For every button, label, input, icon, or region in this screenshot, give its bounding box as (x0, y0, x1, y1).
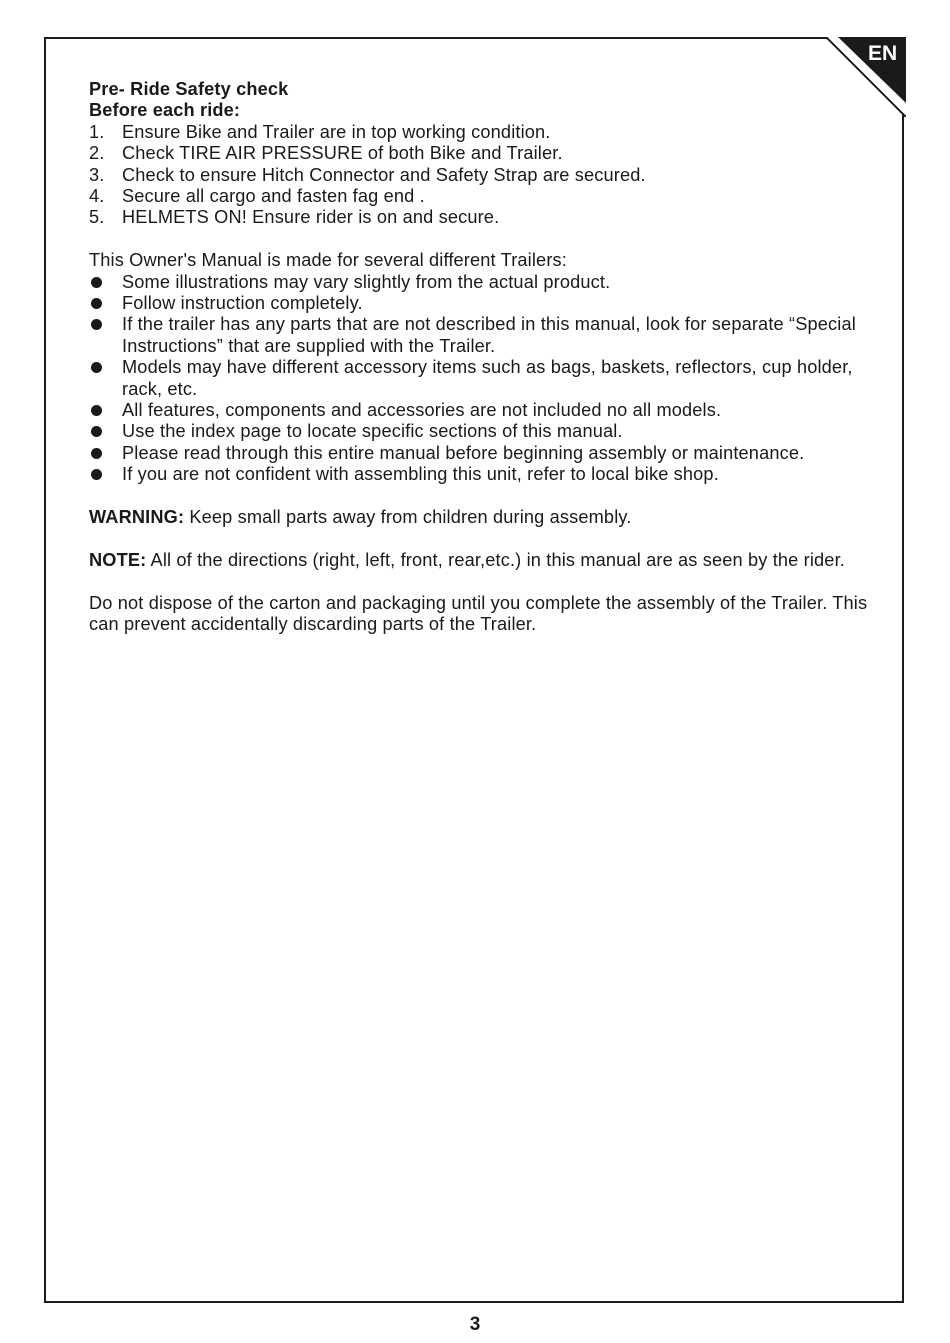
note-paragraph (89, 550, 869, 571)
safety-steps-list (89, 122, 869, 229)
list-item: Follow instruction completely. (89, 293, 869, 314)
list-item: All features, components and accessories are not included no all models. (89, 400, 869, 421)
page-number: 3 (469, 1314, 481, 1335)
note-label: NOTE: (89, 549, 147, 570)
bullet-icon (91, 298, 102, 309)
list-item: Some illustrations may vary slightly from the actual product. (89, 272, 869, 293)
list-item: 2. Check TIRE AIR PRESSURE of both Bike and Trailer. (89, 143, 563, 164)
bullet-icon (91, 448, 102, 459)
packaging-notice: Do not dispose of the carton and packaging until you complete the assembly of the Trailer. This can prevent accidentally discarding parts of the Trailer. (89, 592, 868, 635)
list-item: 1. Ensure Bike and Trailer are in top working condition. (89, 121, 551, 142)
bullet-icon (91, 469, 102, 480)
bullet-icon (91, 277, 102, 288)
safety-title: Pre- Ride Safety check (89, 79, 289, 99)
safety-subtitle: Before each ride: (89, 100, 241, 121)
manual-intro: This Owner's Manual is made for several different Trailers: (89, 250, 567, 271)
list-item: If you are not confident with assembling this unit, refer to local bike shop. (89, 464, 869, 485)
list-item: 5. HELMETS ON! Ensure rider is on and secure. (89, 207, 500, 228)
list-item: 3. Check to ensure Hitch Connector and Safety Strap are secured. (89, 164, 646, 185)
list-item: Please read through this entire manual before beginning assembly or maintenance. (89, 443, 869, 464)
bullet-icon (91, 426, 102, 437)
list-item: Models may have different accessory items such as bags, baskets, reflectors, cup holder, rack, etc. (89, 357, 869, 400)
bullet-icon (91, 405, 102, 416)
document-body (89, 79, 869, 636)
note-text: All of the directions (right, left, front, rear,etc.) in this manual are as seen by the rider. (146, 549, 845, 570)
language-label: EN (868, 42, 898, 65)
manual-notes-list (89, 272, 869, 486)
warning-label: WARNING: (89, 507, 185, 528)
bullet-icon (91, 319, 102, 330)
warning-text: Keep small parts away from children during assembly. (184, 507, 632, 528)
list-item: 4. Secure all cargo and fasten fag end . (89, 186, 425, 207)
list-item: Use the index page to locate specific sections of this manual. (89, 421, 869, 442)
bullet-icon (91, 362, 102, 373)
warning-paragraph (89, 507, 869, 528)
list-item: If the trailer has any parts that are not described in this manual, look for separate “Special Instructions” that are supplied with the Trailer. (89, 314, 869, 357)
